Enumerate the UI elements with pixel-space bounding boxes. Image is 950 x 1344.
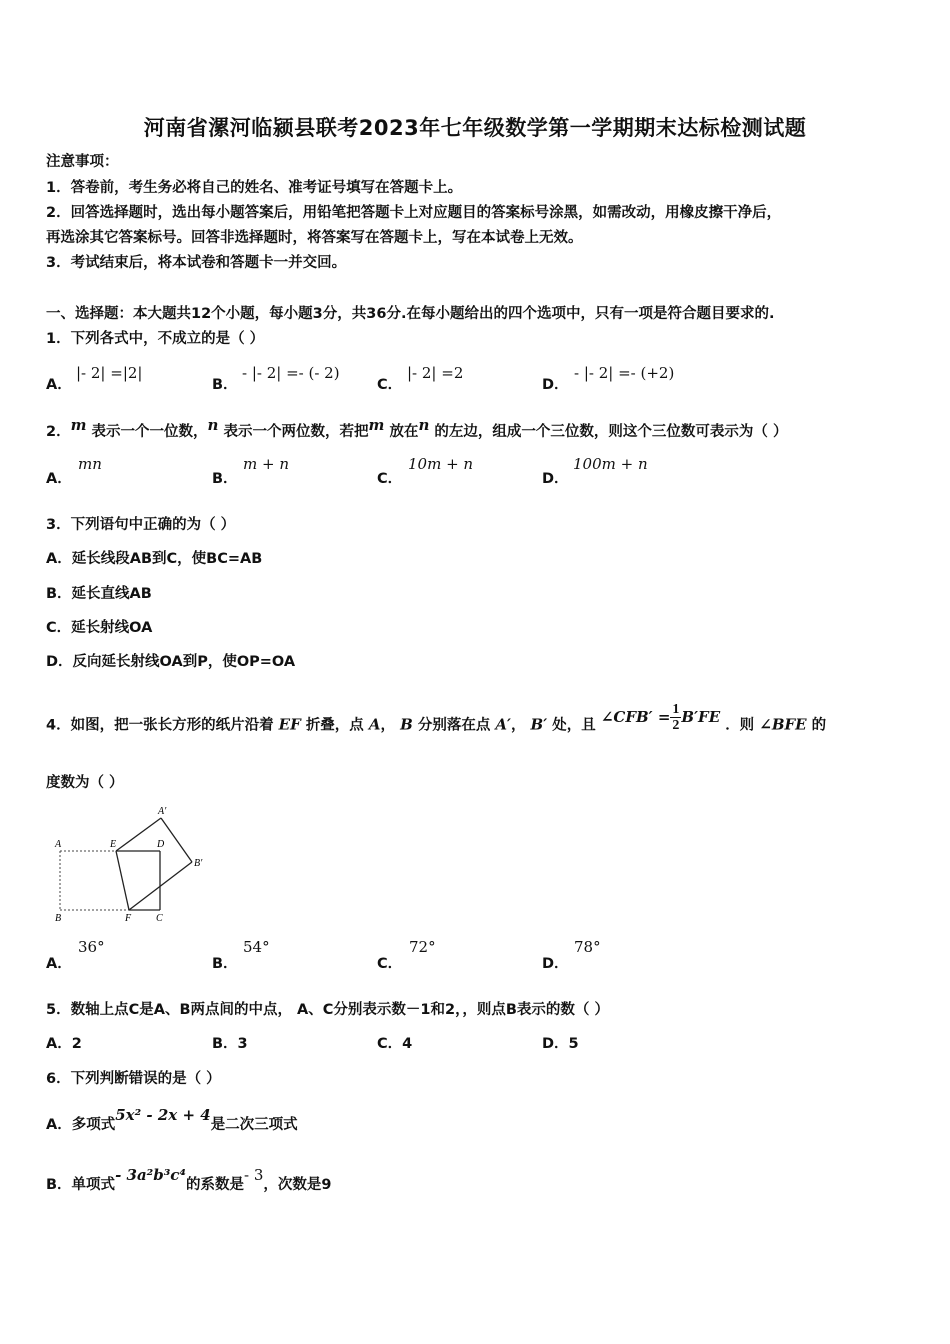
q1-option-d-label: D． xyxy=(542,377,569,393)
figure-label-a: A xyxy=(55,839,62,850)
figure-label-b: B xyxy=(55,913,62,924)
q2-option-c-label: C． xyxy=(377,471,403,487)
figure-label-e: E xyxy=(110,839,117,850)
q4-option-d: 78° xyxy=(574,938,601,956)
q4-option-b: 54° xyxy=(243,938,270,956)
figure-a1b1 xyxy=(161,818,192,862)
question-2-stem: 2．m 表示一个一位数，n 表示一个两位数，若把m 放在n 的左边，组成一个三位数，则这个三位数可表示为（ ） xyxy=(46,416,788,440)
q2-option-a: mn xyxy=(78,455,102,473)
q1-option-c: |- 2| =2 xyxy=(407,364,464,382)
question-1-stem: 1．下列各式中，不成立的是（ ） xyxy=(46,331,265,347)
q1-option-b-label: B． xyxy=(212,377,238,393)
figure-label-d: D xyxy=(157,839,165,850)
question-5-stem: 5．数轴上点C是A、B两点间的中点， A、C分别表示数－1和2，，则点B表示的数（ ） xyxy=(46,1002,609,1018)
q6-option-b: B．单项式- 3a²b³c⁴的系数是- 3，次数是9 xyxy=(46,1166,332,1193)
q3-option-b: B．延长直线AB xyxy=(46,586,152,602)
q3-option-c: C．延长射线OA xyxy=(46,620,153,636)
q1-option-d: - |- 2| =- (+2) xyxy=(574,364,675,382)
fold-figure xyxy=(50,800,220,925)
q2-option-c: 10m + n xyxy=(408,455,474,473)
figure-label-f: F xyxy=(125,913,132,924)
q2-option-d-label: D． xyxy=(542,471,569,487)
q1-option-b: - |- 2| =- (- 2) xyxy=(242,364,340,382)
figure-label-a-prime: A′ xyxy=(158,806,167,817)
q6-option-a: A．多项式5x² - 2x + 4是二次三项式 xyxy=(46,1106,298,1133)
question-4-stem-cont: 度数为（ ） xyxy=(46,775,124,791)
q5-option-d: D．5 xyxy=(542,1036,579,1052)
notice-item: 1．答卷前，考生务必将自己的姓名、准考证号填写在答题卡上。 xyxy=(46,180,463,196)
figure-fold-ef xyxy=(116,851,129,910)
q4-option-b-label: B． xyxy=(212,956,238,972)
q1-option-a: |- 2| =|2| xyxy=(76,364,143,382)
figure-label-c: C xyxy=(156,913,163,924)
section-heading: 一、选择题：本大题共12个小题，每小题3分，共36分.在每小题给出的四个选项中，只有一项是符合题目要求的. xyxy=(46,306,775,322)
q4-option-d-label: D． xyxy=(542,956,569,972)
q3-option-a: A．延长线段AB到C，使BC=AB xyxy=(46,551,263,567)
notice-item: 3．考试结束后，将本试卷和答题卡一并交回。 xyxy=(46,255,347,271)
q5-option-b: B．3 xyxy=(212,1036,248,1052)
q1-option-c-label: C． xyxy=(377,377,403,393)
figure-label-b-prime: B′ xyxy=(194,858,203,869)
question-6-stem: 6．下列判断错误的是（ ） xyxy=(46,1071,221,1087)
q4-option-a: 36° xyxy=(78,938,105,956)
question-4-stem: 4．如图，把一张长方形的纸片沿着 EF 折叠，点 A， B 分别落在点 A′， B′ 处，且 ∠CFB′ = $\frac{1}{2}$ B′FE ．则 ∠BFE 的 xyxy=(46,702,827,734)
notice-item: 2．回答选择题时，选出每小题答案后，用铅笔把答题卡上对应题目的答案标号涂黑，如需改动，用橡皮擦干净后， xyxy=(46,205,782,221)
q5-option-c: C．4 xyxy=(377,1036,413,1052)
page-title: 河南省漯河临颍县联考2023年七年级数学第一学期期末达标检测试题 xyxy=(143,116,807,140)
q2-option-b: m + n xyxy=(243,455,289,473)
q1-option-a-label: A． xyxy=(46,377,72,393)
q4-option-c: 72° xyxy=(409,938,436,956)
question-3-stem: 3．下列语句中正确的为（ ） xyxy=(46,517,236,533)
figure-ea1 xyxy=(116,818,161,851)
q2-option-b-label: B． xyxy=(212,471,238,487)
q2-option-a-label: A． xyxy=(46,471,72,487)
notice-heading: 注意事项： xyxy=(46,154,119,170)
q4-option-a-label: A． xyxy=(46,956,72,972)
q2-option-d: 100m + n xyxy=(573,455,648,473)
q3-option-d: D．反向延长射线OA到P，使OP=OA xyxy=(46,654,296,670)
notice-item: 再选涂其它答案标号。回答非选择题时，将答案写在答题卡上，写在本试卷上无效。 xyxy=(46,230,583,246)
q4-option-c-label: C． xyxy=(377,956,403,972)
q5-option-a: A．2 xyxy=(46,1036,82,1052)
